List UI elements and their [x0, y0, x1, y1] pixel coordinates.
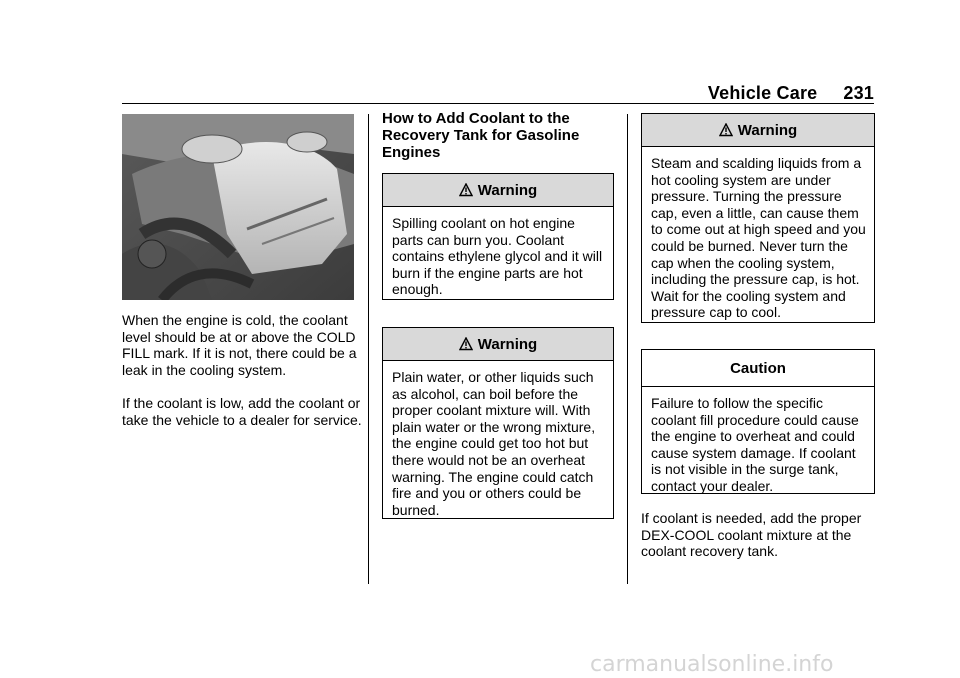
page-number: 231 — [843, 83, 874, 103]
warning-text: Plain water, or other liquids such as alcohol, can boil before the proper coolant mixture will. With plain water or the wrong mixture, the engine could get too hot but there would not be an overheat warning. The engine could catch fire and you or others could be burned. — [392, 369, 596, 518]
section-name: Vehicle Care — [707, 83, 818, 103]
warning-triangle-icon — [459, 337, 473, 351]
column-divider — [627, 114, 628, 584]
warning-heading: Warning — [477, 335, 538, 353]
warning-box — [641, 113, 875, 323]
section-title: How to Add Coolant to the Recovery Tank for Gasoline Engines — [382, 110, 580, 161]
paragraph: When the engine is cold, the coolant level should be at or above the COLD FILL mark. If it is not, there could be a leak in the cooling system. — [122, 312, 357, 378]
caution-heading: Caution — [730, 359, 786, 377]
header-rule — [122, 103, 874, 104]
warning-text: Spilling coolant on hot engine parts can burn you. Coolant contains ethylene glycol and it will burn if the engine parts are hot enough. — [392, 215, 603, 298]
watermark: carmanualsonline.info — [590, 652, 834, 677]
warning-triangle-icon — [719, 123, 733, 137]
warning-box — [382, 327, 614, 519]
warning-header — [383, 174, 613, 207]
running-header — [708, 83, 874, 104]
warning-header — [383, 328, 613, 361]
warning-header — [642, 114, 874, 147]
warning-heading: Warning — [737, 121, 798, 139]
warning-heading: Warning — [477, 181, 538, 199]
warning-box — [382, 173, 614, 300]
caution-header — [642, 350, 874, 387]
column-divider — [368, 114, 369, 584]
warning-text: Steam and scalding liquids from a hot cooling system are under pressure. Turning the pressure cap, even a little, can cause them to come out at high speed and you could be burned. Never turn the cap when the cooling system, including the pressure cap, is hot. Wait for the cooling system and pressure cap to cool. — [651, 155, 866, 321]
caution-text: Failure to follow the specific coolant fill procedure could cause the engine to overheat and could cause system damage. If coolant is not visible in the surge tank, contact your dealer. — [651, 395, 859, 494]
paragraph: If the coolant is low, add the coolant or take the vehicle to a dealer for service. — [122, 395, 362, 428]
coolant-tank-photo — [122, 114, 354, 300]
warning-triangle-icon — [459, 183, 473, 197]
caution-box — [641, 349, 875, 494]
paragraph: If coolant is needed, add the proper DEX-COOL coolant mixture at the coolant recovery tank. — [641, 510, 862, 560]
